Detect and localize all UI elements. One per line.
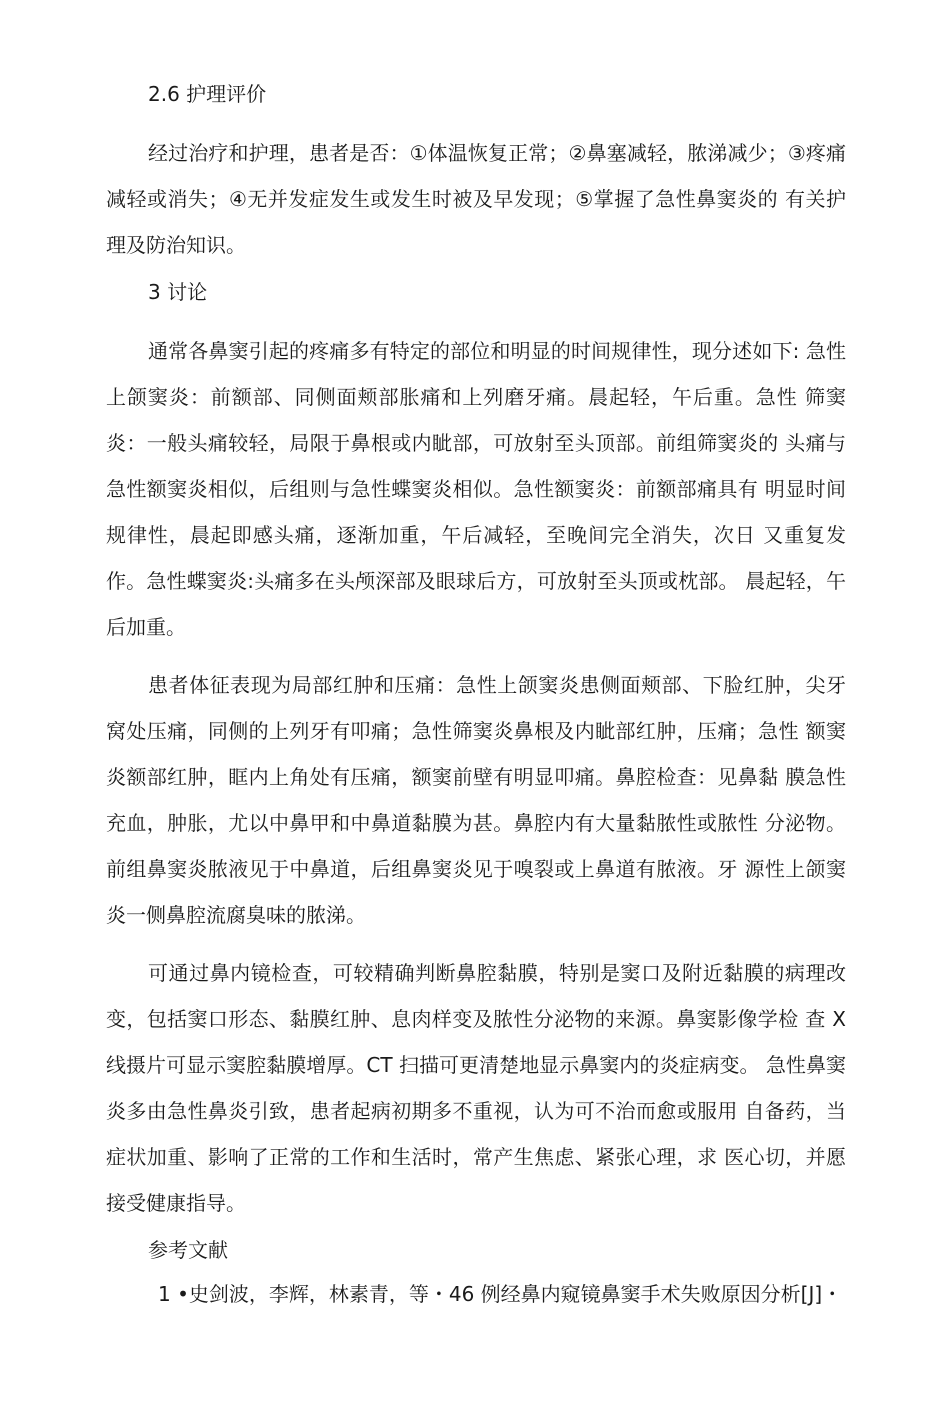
section-heading-references: 参考文献 — [148, 1238, 228, 1262]
section-heading-nursing-evaluation: 2.6 护理评价 — [148, 82, 267, 106]
reference-item: 1 •史剑波，李辉，林素青，等・46 例经鼻内窥镜鼻窦手术失败原因分析[J]・ — [158, 1282, 843, 1306]
discussion-paragraph-examination: 可通过鼻内镜检查，可较精确判断鼻腔黏膜，特别是窦口及附近黏膜的病理改变，包括窦口形态、黏膜红肿、息肉样变及脓性分泌物的来源。鼻窦影像学检 查 X 线摄片可显示窦腔黏膜增厚。CT 扫描可更清楚地显示鼻窦内的炎症病变。 急性鼻窦炎多由急性鼻炎引致，患者起病初期多不重视，认为可不治而愈或服用 自备药，当症状加重、影响了正常的工作和生活时，常产生焦虑、紧张心理，求 医心切，并愿接受健康指导。 — [106, 961, 846, 1215]
section-heading-discussion: 3 讨论 — [148, 280, 208, 304]
discussion-paragraph-signs: 患者体征表现为局部红肿和压痛：急性上颌窦炎患侧面颊部、下脸红肿，尖牙窝处压痛，同侧的上列牙有叩痛；急性筛窦炎鼻根及内眦部红肿，压痛；急性 额窦炎额部红肿，眶内上角处有压痛，额窦前壁有明显叩痛。鼻腔检查：见鼻黏 膜急性充血，肿胀，尤以中鼻甲和中鼻道黏膜为甚。鼻腔内有大量黏脓性或脓性 分泌物。前组鼻窦炎脓液见于中鼻道，后组鼻窦炎见于嗅裂或上鼻道有脓液。牙 源性上颌窦炎一侧鼻腔流腐臭味的脓涕。 — [106, 673, 846, 927]
nursing-evaluation-paragraph: 经过治疗和护理，患者是否：①体温恢复正常；②鼻塞减轻，脓涕减少；③疼痛减轻或消失；④无并发症发生或发生时被及早发现；⑤掌握了急性鼻窦炎的 有关护理及防治知识。 — [106, 141, 846, 257]
document-page — [106, 78, 846, 1310]
discussion-paragraph-pain-patterns: 通常各鼻窦引起的疼痛多有特定的部位和明显的时间规律性，现分述如下: 急性上颌窦炎：前额部、同侧面颊部胀痛和上列磨牙痛。晨起轻，午后重。急性 筛窦炎：一般头痛较轻，局限于鼻根或内眦部，可放射至头顶部。前组筛窦炎的 头痛与急性额窦炎相似，后组则与急性蝶窦炎相似。急性额窦炎：前额部痛具有 明显时间规律性，晨起即感头痛，逐渐加重，午后减轻，至晚间完全消失，次日 又重复发作。急性蝶窦炎:头痛多在头颅深部及眼球后方，可放射至头顶或枕部。 晨起轻，午后加重。 — [106, 339, 846, 639]
